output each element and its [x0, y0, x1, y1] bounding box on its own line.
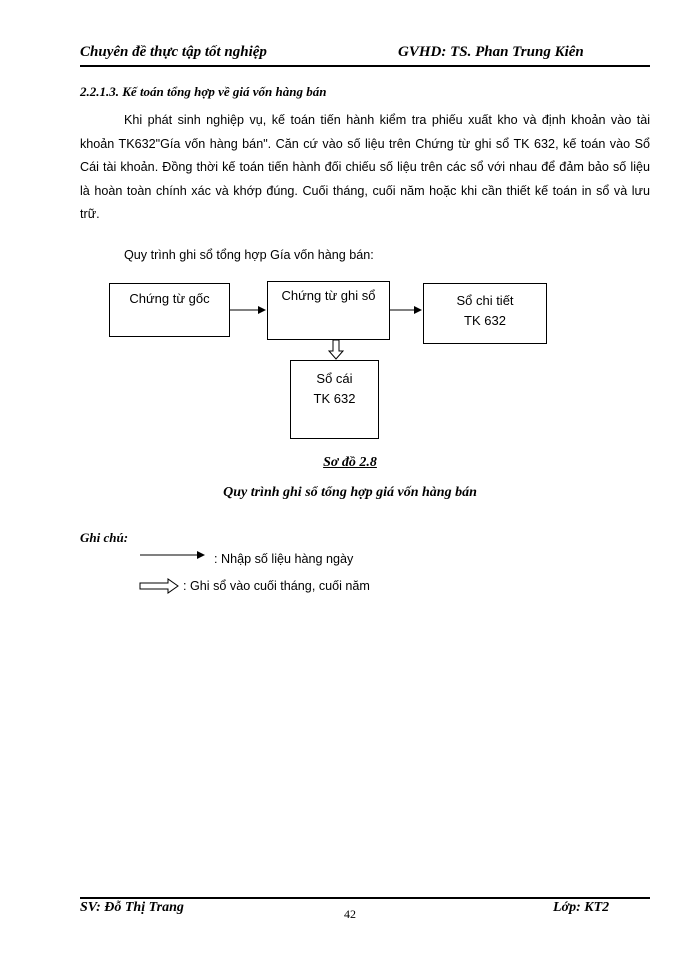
footer-rule	[80, 897, 650, 899]
paragraph-text: Khi phát sinh nghiệp vụ, kế toán tiến hành kiểm tra phiếu xuất kho và định khoản vào tài khoản TK632"Gía vốn hàng bán". Căn cứ vào số liệu trên Chứng từ ghi sổ TK 632, kế toán vào Sổ Cái tài khoản. Đồng thời kế toán tiến hành đối chiếu số liệu trên các sổ với nhau để đảm bảo số liệu là hoàn toàn chính xác và khớp đúng. Cuối tháng, cuối năm hoặc khi cần thiết kế toán in sổ và lưu trữ.	[80, 113, 650, 222]
notes-heading: Ghi chú:	[80, 530, 129, 545]
box-chung-tu-goc	[109, 283, 230, 337]
box-so-chi-tiet	[423, 283, 547, 344]
box-so-chi-tiet-line2: TK 632	[464, 313, 506, 328]
box-so-cai-line2: TK 632	[313, 391, 356, 406]
footer-page-number: 42	[344, 907, 356, 921]
box-chung-tu-ghi-so-label: Chứng từ ghi sổ	[281, 288, 376, 303]
footer-student: SV: Đỗ Thị Trang	[80, 900, 184, 915]
box-chung-tu-goc-label: Chứng từ gốc	[129, 291, 210, 306]
header-title: Chuyên đề thực tập tốt nghiệp	[80, 44, 267, 60]
note-monthly: : Ghi sổ vào cuối tháng, cuối năm	[183, 579, 370, 593]
diagram-number: Sơ đồ 2.8	[323, 455, 377, 470]
section-title: 2.2.1.3. Kế toán tổng hợp về giá vốn hàng bán	[80, 84, 327, 99]
note-daily: : Nhập số liệu hàng ngày	[214, 552, 354, 566]
diagram-title: Quy trình ghi sổ tổng hợp giá vốn hàng bán	[223, 485, 477, 500]
footer-class: Lớp: KT2	[553, 900, 610, 915]
process-intro: Quy trình ghi sổ tổng hợp Gía vốn hàng bán:	[124, 248, 374, 262]
box-chung-tu-ghi-so	[267, 281, 390, 340]
box-so-cai	[290, 360, 379, 439]
box-so-cai-line1: Sổ cái	[316, 371, 353, 386]
box-so-chi-tiet-line1: Sổ chi tiết	[456, 293, 514, 308]
header-advisor: GVHD: TS. Phan Trung Kiên	[398, 44, 584, 60]
